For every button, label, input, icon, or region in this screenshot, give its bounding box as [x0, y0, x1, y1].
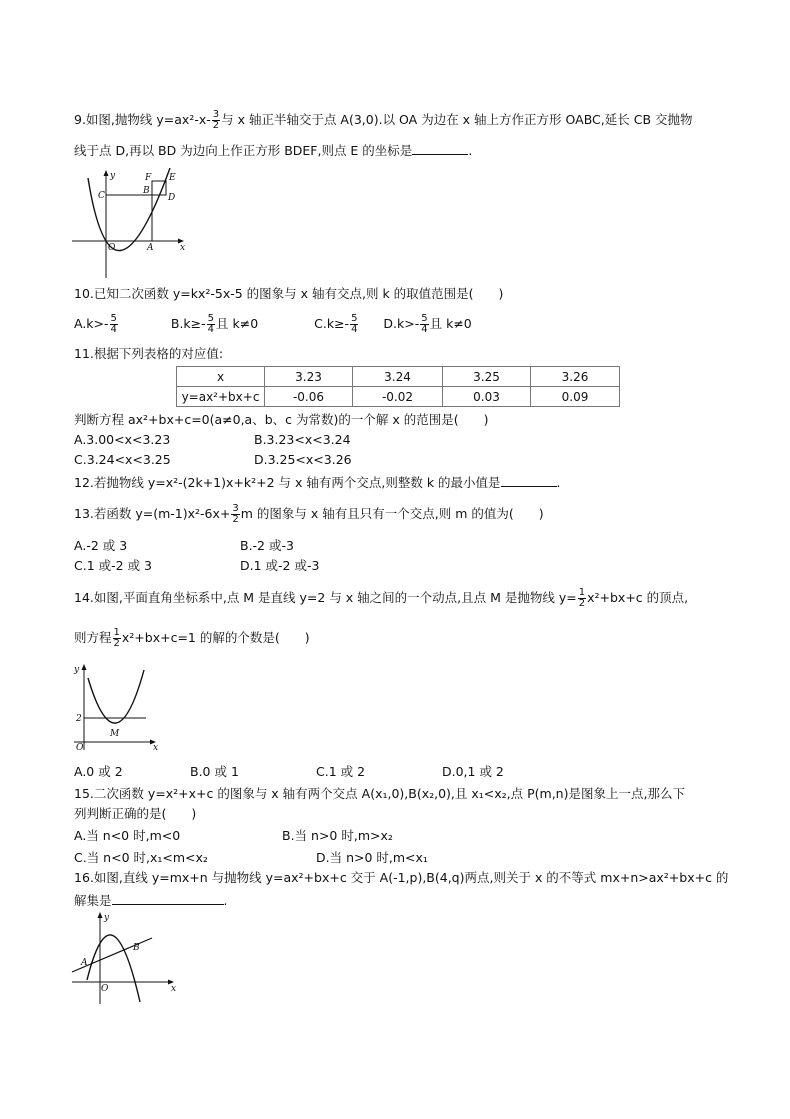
table-cell: x: [177, 367, 265, 387]
q15-option-a[interactable]: A.当 n<0 时,m<0: [74, 828, 181, 843]
q10-option-a[interactable]: A.k>- $\frac{5}{4}$: [74, 313, 117, 335]
q13-option-a[interactable]: A.-2 或 3: [74, 538, 128, 553]
q15-stem: 15.二次函数 y=x²+x+c 的图象与 x 轴有两个交点 A(x₁,0),B(x₂,0),且 x₁<x₂,点 P(m,n)是图象上一点,那么下: [74, 786, 685, 801]
q15-option-c[interactable]: C.当 n<0 时,x₁<m<x₂: [74, 850, 208, 865]
q11-stem: 11.根据下列表格的对应值:: [74, 346, 224, 361]
table-cell: 3.23: [265, 367, 353, 387]
q14-figure: [70, 662, 165, 752]
q16-line2: 解集是 .: [74, 893, 228, 908]
q11-question: 判断方程 ax²+bx+c=0(a≠0,a、b、c 为常数)的一个解 x 的范围是( ): [74, 412, 489, 427]
q11-option-b[interactable]: B.3.23<x<3.24: [254, 432, 351, 447]
q9-label-f: F: [145, 173, 152, 183]
q13-option-b[interactable]: B.-2 或-3: [240, 538, 294, 553]
q14-y-arrow: [82, 664, 87, 670]
q16-label-x: x: [171, 984, 177, 994]
q14-option-c[interactable]: C.1 或 2: [316, 764, 366, 779]
q9-figure: [70, 168, 195, 284]
q14-label-y: y: [74, 665, 80, 675]
q10-stem: 10.已知二次函数 y=kx²-5x-5 的图象与 x 轴有交点,则 k 的取值范围是( ): [74, 286, 504, 301]
q9-label-c: C: [98, 191, 105, 201]
q12-stem: 12.若抛物线 y=x²-(2k+1)x+k²+2 与 x 轴有两个交点,则整数 k 的最小值是 .: [74, 475, 561, 490]
q9-label-d: D: [168, 193, 176, 203]
table-cell: 0.03: [443, 387, 531, 407]
q16-y-arrow: [98, 912, 103, 918]
table-row: [177, 367, 620, 387]
q15-option-d[interactable]: D.当 n>0 时,m<x₁: [316, 850, 428, 865]
q14-option-b[interactable]: B.0 或 1: [190, 764, 239, 779]
q16-label-a: A: [81, 958, 88, 968]
q10-options: [74, 314, 472, 335]
q14-fraction-2: $\frac{1}{2}$: [113, 627, 120, 649]
q9-label-e: E: [169, 173, 176, 183]
q14-label-x: x: [153, 743, 159, 752]
table-cell: y=ax²+bx+c: [177, 387, 265, 407]
table-cell: 0.09: [531, 387, 620, 407]
q16-figure: [70, 910, 185, 1010]
q10-option-b[interactable]: B.k≥- $\frac{5}{4}$ 且 k≠0: [170, 313, 259, 335]
q9-square-oabc: [106, 195, 152, 241]
q14-option-a[interactable]: A.0 或 2: [74, 764, 123, 779]
q13-stem: 13.若函数 y=(m-1)x²-6x+ $\frac{3}{2}$ m 的图象与 x 轴有且只有一个交点,则 m 的值为( ): [74, 503, 544, 525]
q10-option-d[interactable]: D.k>- $\frac{5}{4}$ 且 k≠0: [383, 313, 472, 335]
q11-value-table: [176, 366, 620, 407]
q16-label-o: O: [101, 984, 109, 994]
q9-label-o: O: [108, 243, 116, 253]
q9-label-a: A: [147, 243, 154, 253]
q9-line1: [74, 110, 693, 131]
q9-parabola: [88, 168, 170, 251]
q15-stem-line2: 列判断正确的是( ): [74, 806, 197, 821]
q15-option-b[interactable]: B.当 n>0 时,m>x₂: [282, 828, 393, 843]
table-cell: -0.06: [265, 387, 353, 407]
q16-label-y: y: [104, 913, 110, 923]
q9-fraction: $\frac{3}{2}$: [212, 109, 220, 131]
q9-y-arrow: [104, 170, 109, 176]
q14-label-2: 2: [76, 714, 82, 724]
q9-text-b: 与 x 轴正半轴交于点 A(3,0).以 OA 为边在 x 轴上方作正方形 OABC,延长 CB 交抛物: [221, 112, 693, 127]
q14-option-d[interactable]: D.0,1 或 2: [442, 764, 504, 779]
table-cell: 3.25: [443, 367, 531, 387]
q9-label-x: x: [180, 243, 186, 253]
q9-text-a: 9.如图,抛物线 y=ax²-x-: [74, 112, 211, 127]
table-cell: 3.26: [531, 367, 620, 387]
q14-fraction: $\frac{1}{2}$: [578, 587, 586, 609]
q9-answer-blank[interactable]: [412, 142, 468, 155]
q13-option-c[interactable]: C.1 或-2 或 3: [74, 558, 152, 573]
q14-parabola: [88, 670, 144, 723]
q16-stem: 16.如图,直线 y=mx+n 与抛物线 y=ax²+bx+c 交于 A(-1,p),B(4,q)两点,则关于 x 的不等式 mx+n>ax²+bx+c 的: [74, 870, 729, 885]
q11-option-d[interactable]: D.3.25<x<3.26: [254, 452, 352, 467]
q16-answer-blank[interactable]: [112, 892, 224, 905]
q14-label-o: O: [76, 743, 84, 752]
q16-label-b: B: [133, 943, 140, 953]
q10-option-c[interactable]: C.k≥- $\frac{5}{4}$: [314, 313, 358, 335]
q9-label-y: y: [110, 171, 116, 181]
q11-option-c[interactable]: C.3.24<x<3.25: [74, 452, 171, 467]
q14-label-m: M: [110, 729, 120, 739]
q14-stem: 14.如图,平面直角坐标系中,点 M 是直线 y=2 与 x 轴之间的一个动点,且点 M 是抛物线 y= $\frac{1}{2}$ x²+bx+c 的顶点,: [74, 587, 689, 609]
q11-option-a[interactable]: A.3.00<x<3.23: [74, 432, 171, 447]
table-cell: -0.02: [353, 387, 443, 407]
q9-label-b: B: [143, 186, 150, 196]
table-cell: 3.24: [353, 367, 443, 387]
table-row: [177, 387, 620, 407]
q9-line2: 线于点 D,再以 BD 为边向上作正方形 BDEF,则点 E 的坐标是 .: [74, 143, 473, 158]
q13-fraction: $\frac{3}{2}$: [232, 503, 239, 525]
q13-option-d[interactable]: D.1 或-2 或-3: [240, 558, 320, 573]
q14-line2: 则方程 $\frac{1}{2}$ x²+bx+c=1 的解的个数是( ): [74, 627, 310, 649]
q12-answer-blank[interactable]: [501, 474, 557, 487]
